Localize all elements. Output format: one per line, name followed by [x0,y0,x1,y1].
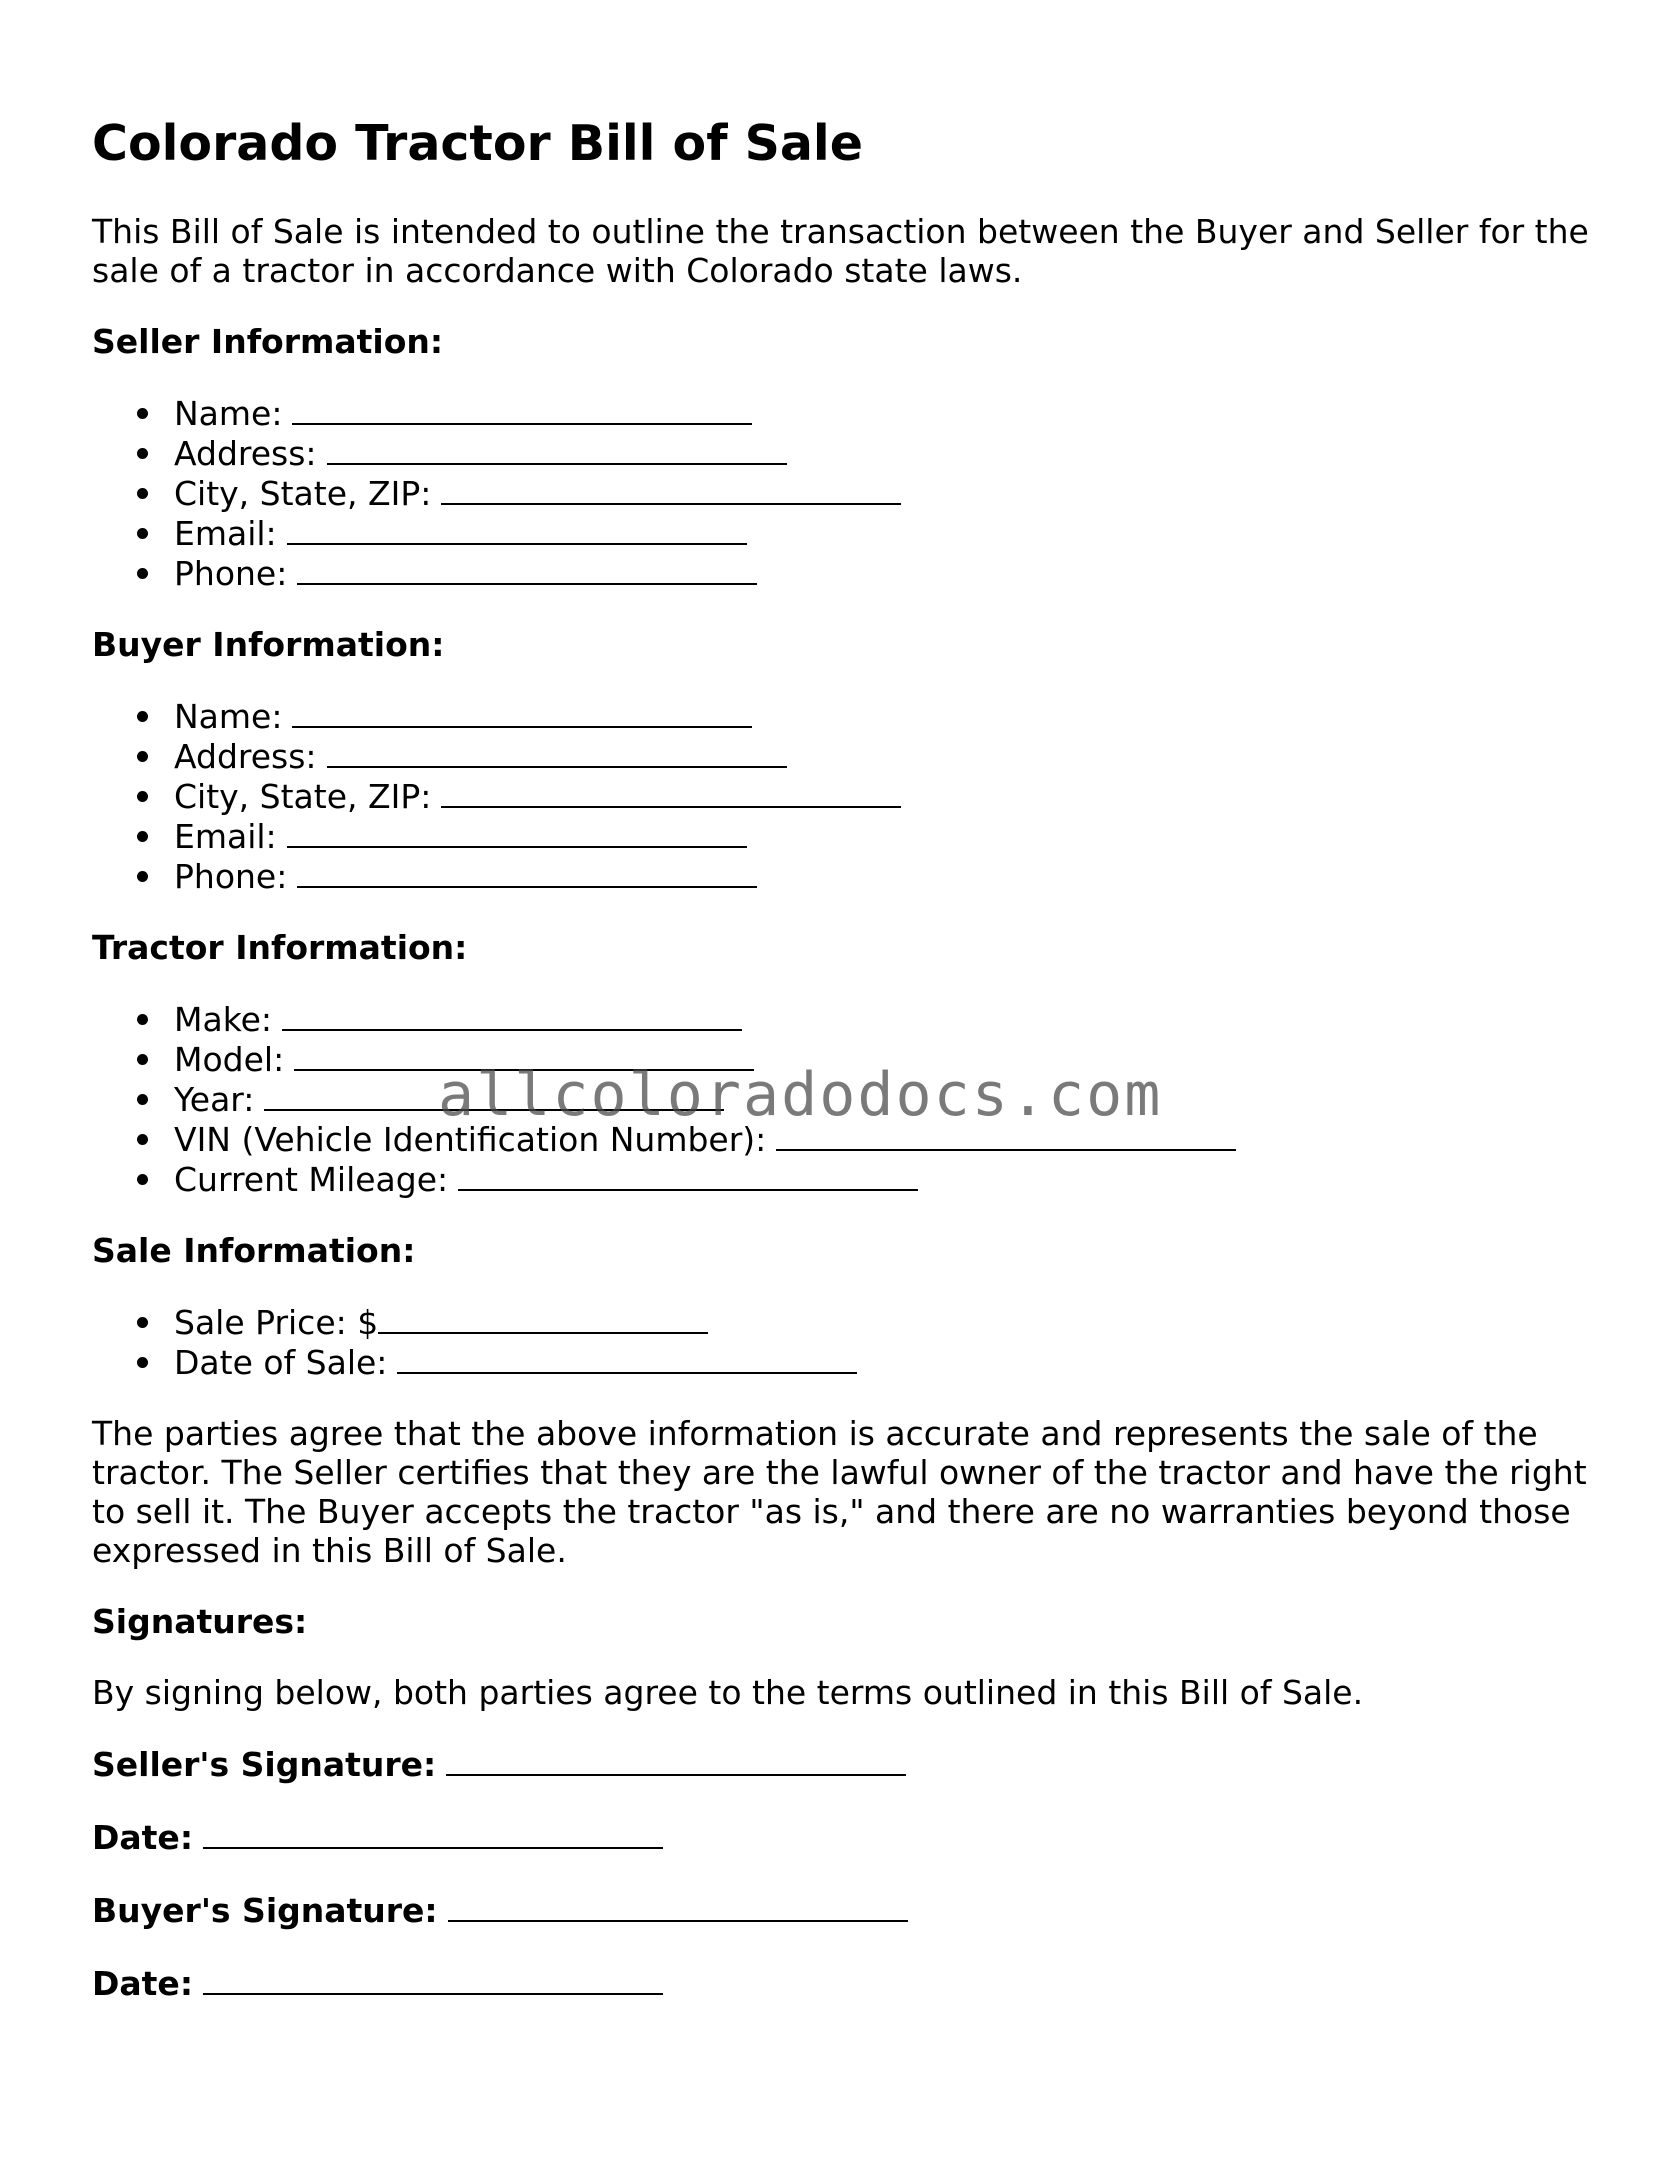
seller-heading: Seller Information: [92,322,444,361]
signatures-text: By signing below, both parties agree to the terms outlined in this Bill of Sale. [92,1673,1364,1712]
buyer-signature-line [92,1890,1612,1930]
buyer-name-blank[interactable] [292,696,752,728]
sale-date-field [92,1342,1612,1382]
buyer-date-line [92,1963,1612,2003]
seller-name-blank[interactable] [292,393,752,425]
bullet-icon [137,1357,148,1368]
sale-price-blank[interactable] [378,1302,708,1334]
field-label: Current Mileage: [174,1160,449,1199]
seller-city-blank[interactable] [441,473,901,505]
field-label: Address: [174,434,317,473]
bullet-icon [137,408,148,419]
seller-email-blank[interactable] [287,513,747,545]
bullet-icon [137,528,148,539]
document-title: Colorado Tractor Bill of Sale [92,115,863,172]
field-label: City, State, ZIP: [174,474,432,513]
bullet-icon [137,1014,148,1025]
buyer-phone-field [92,856,1612,896]
bullet-icon [137,488,148,499]
buyer-date-label: Date: [92,1964,194,2003]
field-label: Email: [174,817,277,856]
field-label: Address: [174,737,317,776]
bullet-icon [137,711,148,722]
bullet-icon [137,871,148,882]
field-label: Sale Price: $ [174,1303,379,1342]
buyer-city-field [92,776,1612,816]
bullet-icon [137,1174,148,1185]
bullet-icon [137,1134,148,1145]
tractor-mileage-blank[interactable] [458,1159,918,1191]
sale-field-list [92,1302,1612,1382]
signatures-heading: Signatures: [92,1602,308,1641]
seller-date-label: Date: [92,1818,194,1857]
seller-city-field [92,473,1612,513]
seller-phone-field [92,553,1612,593]
seller-signature-label: Seller's Signature: [92,1745,437,1784]
sale-date-blank[interactable] [397,1342,857,1374]
field-label: Phone: [174,857,288,896]
field-label: Name: [174,697,283,736]
buyer-heading: Buyer Information: [92,625,445,664]
tractor-make-field [92,999,1612,1039]
tractor-mileage-field [92,1159,1612,1199]
buyer-date-blank[interactable] [203,1963,663,1995]
field-label: VIN (Vehicle Identification Number): [174,1120,767,1159]
tractor-make-blank[interactable] [282,999,742,1031]
bullet-icon [137,791,148,802]
field-label: Year: [174,1080,255,1119]
seller-signature-line [92,1744,1612,1784]
bullet-icon [137,1094,148,1105]
seller-date-line [92,1817,1612,1857]
bullet-icon [137,568,148,579]
seller-email-field [92,513,1612,553]
seller-address-blank[interactable] [327,433,787,465]
bullet-icon [137,1317,148,1328]
bullet-icon [137,831,148,842]
field-label: Model: [174,1040,285,1079]
buyer-field-list [92,696,1612,896]
seller-signature-blank[interactable] [446,1744,906,1776]
buyer-signature-blank[interactable] [448,1890,908,1922]
buyer-phone-blank[interactable] [297,856,757,888]
bullet-icon [137,751,148,762]
field-label: Make: [174,1000,273,1039]
sale-heading: Sale Information: [92,1231,416,1270]
buyer-city-blank[interactable] [441,776,901,808]
buyer-email-blank[interactable] [287,816,747,848]
bullet-icon [137,1054,148,1065]
field-label: Phone: [174,554,288,593]
field-label: Email: [174,514,277,553]
seller-address-field [92,433,1612,473]
bullet-icon [137,448,148,459]
field-label: Date of Sale: [174,1343,388,1382]
seller-phone-blank[interactable] [297,553,757,585]
seller-name-field [92,393,1612,433]
field-label: City, State, ZIP: [174,777,432,816]
buyer-address-blank[interactable] [327,736,787,768]
buyer-address-field [92,736,1612,776]
buyer-signature-label: Buyer's Signature: [92,1891,438,1930]
field-label: Name: [174,394,283,433]
agreement-paragraph: The parties agree that the above information is accurate and represents the sale of the tractor. The Seller certifies that they are the lawful owner of the tractor and have the right to sell it. The Buyer accepts the tractor "as is," and there are no warranties beyond those expressed in this Bill of Sale. [92,1414,1587,1570]
seller-field-list [92,393,1612,593]
buyer-name-field [92,696,1612,736]
tractor-heading: Tractor Information: [92,928,468,967]
intro-paragraph: This Bill of Sale is intended to outline the transaction between the Buyer and Seller for the sale of a tractor in accordance with Colorado state laws. [92,212,1589,290]
watermark-text: allcoloradodocs.com [438,1060,1163,1130]
sale-price-field [92,1302,1612,1342]
buyer-email-field [92,816,1612,856]
seller-date-blank[interactable] [203,1817,663,1849]
